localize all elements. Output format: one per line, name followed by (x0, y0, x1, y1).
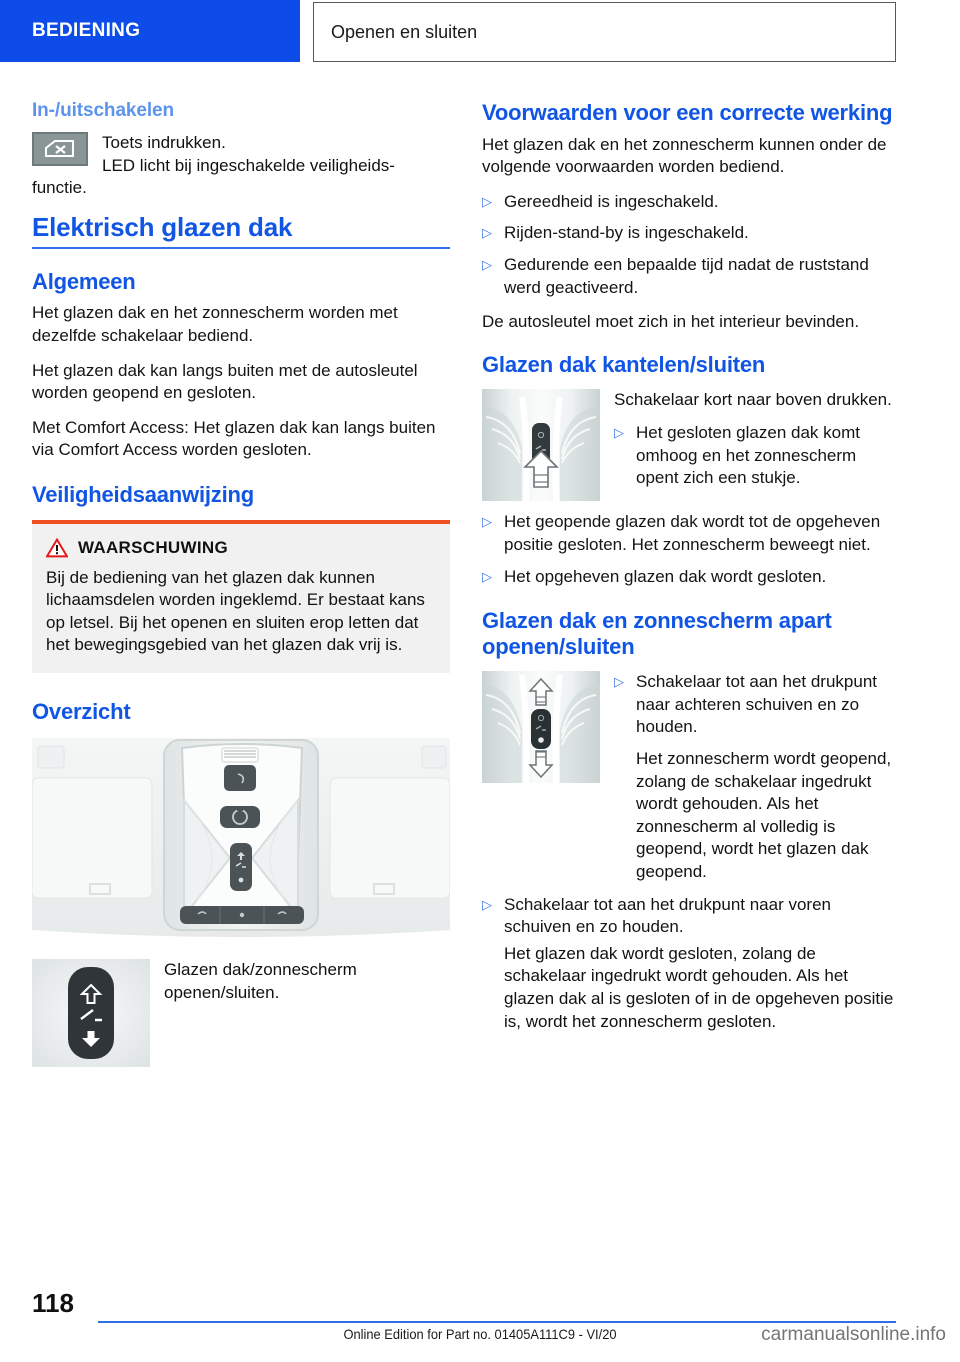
header-section-label: Openen en sluiten (313, 2, 896, 62)
bullet-triangle-icon: ▷ (482, 896, 492, 912)
tilt-figure-row (482, 389, 900, 501)
bullet-triangle-icon: ▷ (614, 424, 624, 440)
page-number: 118 (32, 1288, 74, 1318)
page-footer (0, 1288, 960, 1362)
warning-triangle-icon (46, 538, 68, 558)
switch-slide-photo (482, 671, 600, 783)
heading-algemeen: Algemeen (32, 268, 136, 294)
separate-figure-row (482, 671, 900, 883)
separate-bullet2-note: Het glazen dak wordt gesloten, zolang de schakelaar ingedrukt wordt gehouden. Als het glazen dak al is gesloten of in de opgeheven positie is, wordt het zonnescherm gesloten. (504, 943, 894, 1031)
page-header (0, 0, 960, 64)
warning-text: Bij de bediening van het glazen dak kunnen lichaamsdelen worden ingeklemd. Er bestaat kans op letsel. Bij het openen en sluiten erop letten dat het bewegingsgebied van het glazen dak vrij is. (46, 567, 425, 655)
switch-photo-cell (32, 959, 150, 1067)
list-item-label: Schakelaar tot aan het drukpunt naar achteren schuiven en zo houden. (636, 672, 877, 737)
separate-bullet1-note: Het zonnescherm wordt geopend, zolang de schakelaar ingedrukt wordt gehouden. Als het zonnescherm al volledig is geopend, wordt het glazen dak geopend. (636, 748, 892, 882)
voorwaarden-intro: Het glazen dak en het zonnescherm kunnen onder de volgende voorwaarden worden bediend. (482, 134, 887, 177)
list-item-label: Gereedheid is ingeschakeld. (504, 191, 719, 211)
warning-label: WAARSCHUWING (78, 537, 228, 557)
warning-box (32, 520, 450, 673)
list-item (482, 222, 900, 245)
switch-onoff-line2: LED licht bij ingeschakelde veiligheids- (102, 155, 395, 175)
heading-in-uitschakelen: In-/uitschakelen (32, 100, 174, 121)
roof-switch-photo (32, 959, 150, 1067)
list-item-label: Rijden-stand-by is ingeschakeld. (504, 223, 749, 243)
right-column (482, 100, 900, 1045)
heading-voorwaarden: Voorwaarden voor een correcte werking (482, 100, 893, 125)
bullet-triangle-icon: ▷ (482, 514, 492, 530)
algemeen-paragraph-3: Met Comfort Access: Het glazen dak kan langs buiten via Comfort Access worden gesloten. (32, 417, 436, 460)
tilt-intro: Schakelaar kort naar boven drukken. (614, 390, 892, 410)
heading-kantelen-sluiten: Glazen dak kantelen/sluiten (482, 351, 766, 377)
switch-caption-text: Glazen dak/zonnescherm openen/sluiten. (164, 960, 357, 1003)
separate-text-cell (614, 671, 900, 883)
switch-caption-row (32, 959, 450, 1067)
footer-rule (98, 1321, 896, 1323)
heading-overzicht: Overzicht (32, 698, 131, 724)
header-chapter-label: BEDIENING (0, 0, 300, 62)
heading-apart-openen-sluiten: Glazen dak en zonnescherm apart openen/sluiten (482, 608, 832, 659)
rear-window-off-button-icon (32, 132, 88, 166)
title-rule (32, 247, 450, 249)
separate-photo-cell (482, 671, 600, 883)
bullet-triangle-icon: ▷ (482, 256, 492, 272)
list-item-label: Gedurende een bepaalde tijd nadat de ruststand werd geactiveerd. (504, 254, 869, 297)
switch-push-up-photo (482, 389, 600, 501)
tilt-photo-cell (482, 389, 600, 501)
voorwaarden-outro: De autosleutel moet zich in het interieur bevinden. (482, 312, 860, 332)
bullet-triangle-icon: ▷ (482, 193, 492, 209)
list-item (482, 511, 900, 556)
icon-cell (32, 132, 88, 166)
bullet-triangle-icon: ▷ (614, 674, 624, 690)
left-column (32, 100, 450, 1077)
tilt-bullet-list (482, 511, 900, 588)
roof-console-overview-photo (32, 738, 450, 943)
switch-onoff-icon-row (32, 132, 450, 177)
list-item-label: Het gesloten glazen dak komt omhoog en het zonnescherm opent zich een stukje. (636, 422, 860, 488)
separate-bullet-list-2 (482, 894, 900, 1034)
list-item-label: Schakelaar tot aan het drukpunt naar voren schuiven en zo houden. (504, 894, 831, 937)
list-item (614, 422, 900, 490)
list-item (482, 191, 900, 214)
heading-veiligheidsaanwijzing: Veiligheidsaanwijzing (32, 482, 254, 507)
warning-header (46, 538, 436, 558)
switch-onoff-text (102, 132, 450, 177)
watermark-label: carmanualsonline.info (761, 1324, 946, 1345)
algemeen-paragraph-2: Het glazen dak kan langs buiten met de autosleutel worden geopend en gesloten. (32, 360, 418, 403)
list-item (482, 254, 900, 299)
switch-onoff-line3: functie. (32, 178, 87, 198)
list-item-label: Het opgeheven glazen dak wordt gesloten. (504, 566, 827, 586)
list-item (482, 566, 900, 589)
voorwaarden-bullet-list (482, 191, 900, 299)
list-item-label: Het geopende glazen dak wordt tot de opgeheven positie gesloten. Het zonnescherm beweegt niet. (504, 512, 881, 554)
switch-onoff-line1: Toets indrukken. (102, 133, 226, 152)
list-item (482, 894, 900, 939)
footer-note: Online Edition for Part no. 01405A111C9 - VI/20 (343, 1326, 617, 1342)
tilt-text-cell (614, 389, 900, 501)
bullet-triangle-icon: ▷ (482, 225, 492, 241)
bullet-triangle-icon: ▷ (482, 568, 492, 584)
algemeen-paragraph-1: Het glazen dak en het zonnescherm worden met dezelfde schakelaar bediend. (32, 303, 398, 345)
list-item (614, 671, 900, 739)
page-title: Elektrisch glazen dak (32, 211, 293, 242)
